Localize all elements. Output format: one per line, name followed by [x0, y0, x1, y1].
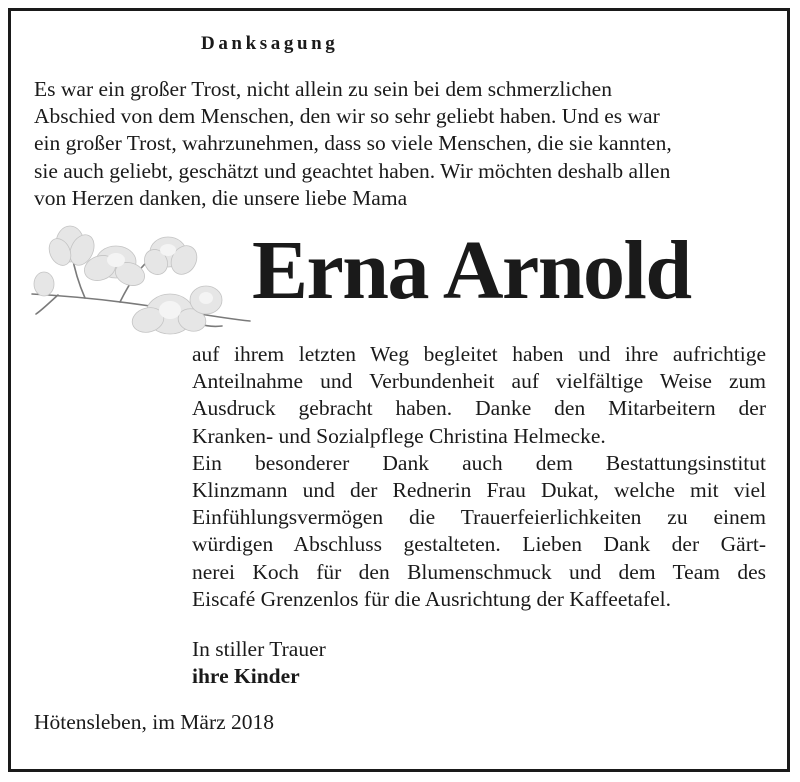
body-text	[192, 341, 766, 613]
body-line: Einfühlungsvermögen die Trauerfeierlichkeiten zu einem	[192, 505, 766, 530]
magnolia-branch-icon	[30, 222, 252, 346]
body-line: auf ihrem letzten Weg begleitet haben und ihre aufrichtige	[192, 342, 766, 366]
place-date: Hötensleben, im März 2018	[34, 710, 275, 734]
body-line: Eiscafé Grenzenlos für die Ausrichtung der Kaffeetafel.	[192, 586, 671, 611]
body-line: Ausdruck gebracht haben. Danke den Mitarbeitern der	[192, 396, 766, 421]
notice-heading: Danksagung	[201, 33, 339, 54]
signature: ihre Kinder	[192, 664, 300, 689]
intro-text	[34, 76, 766, 212]
intro-line: sie auch geliebt, geschätzt und geachtet haben. Wir möchten deshalb allen	[34, 158, 671, 183]
body-line: nerei Koch für den Blumenschmuck und dem Team des	[192, 559, 766, 584]
closing-phrase: In stiller Trauer	[192, 637, 326, 661]
intro-line: Es war ein großer Trost, nicht allein zu sein bei dem schmerzlichen	[34, 77, 612, 101]
closing-block	[192, 636, 326, 690]
body-line: Anteilnahme und Verbundenheit auf vielfältige Weise zum	[192, 369, 766, 394]
body-line: würdigen Abschluss gestalteten. Lieben Dank der Gärt-	[192, 532, 766, 557]
deceased-name: Erna Arnold	[252, 224, 691, 317]
body-line: Ein besonderer Dank auch dem Bestattungsinstitut	[192, 450, 766, 475]
body-line: Kranken- und Sozialpflege Christina Helmecke.	[192, 423, 606, 448]
intro-line: von Herzen danken, die unsere liebe Mama	[34, 185, 408, 210]
intro-line: Abschied von dem Menschen, den wir so sehr geliebt haben. Und es war	[34, 104, 660, 129]
body-line: Klinzmann und der Rednerin Frau Dukat, welche mit viel	[192, 478, 766, 503]
intro-line: ein großer Trost, wahrzunehmen, dass so viele Menschen, die sie kannten,	[34, 131, 672, 156]
